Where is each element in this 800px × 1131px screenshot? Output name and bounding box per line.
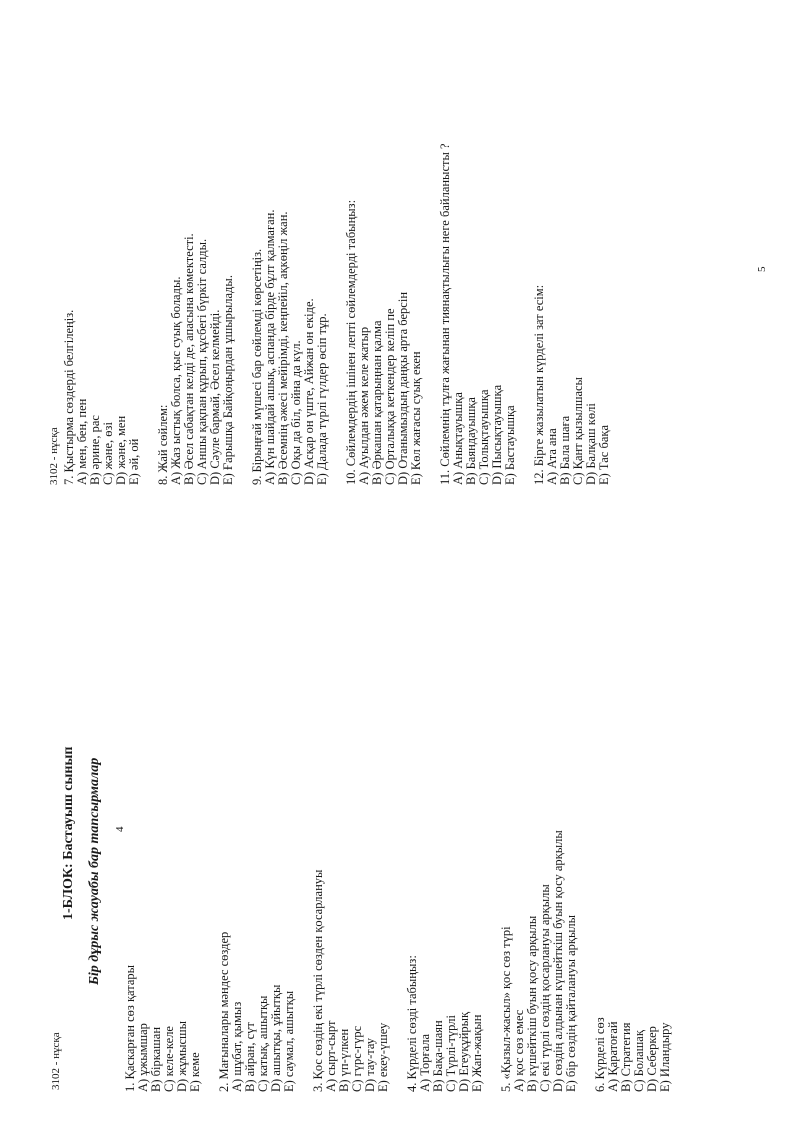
answer-option[interactable]: D) Балқаш көлі [584,403,598,485]
answer-option[interactable]: D) тау-тау [363,1037,377,1092]
answer-option[interactable]: B) Әсемнің әжесі мейірімді, кеңпейіл, ақкөңіл жан. [276,211,290,485]
answer-option[interactable]: D) Сәуле бармай, Әсел келмейді. [208,309,222,485]
question-text: 4. Күрделі сөзді табыңыз: [405,955,419,1092]
answer-option[interactable]: B) әрине, рас [88,415,102,485]
answer-option[interactable]: D) ашытқы, ұйытқы [269,984,283,1092]
answer-option[interactable]: B) Бала шаға [558,415,572,485]
answer-option[interactable]: A) Күн шайдай ашық, аспанда бірде бұлт қалмаған. [263,209,277,485]
answer-option[interactable]: E) екеу-үшеу [376,1022,390,1092]
question-text: 1. Қаскарған сөз қатары [123,964,137,1092]
right-page-header [48,427,61,485]
page-number-text: 5 [756,266,768,272]
answer-option[interactable]: D) Отанымыздың даңқы арта берсін [396,291,410,485]
answer-option[interactable]: D) Себеркер [645,1026,659,1092]
question-12 [533,143,611,485]
answer-option[interactable]: B) айран, сүт [243,1022,257,1092]
answer-option[interactable]: C) гүрс-гүрс [350,1025,364,1092]
question-1 [124,830,202,1092]
left-page-number [114,827,127,833]
answer-option[interactable]: E) саумал, ашытқы [282,990,296,1092]
variant-label: 3102 - нұсқа [50,1032,62,1090]
answer-option[interactable]: E) Бастауышқа [503,405,517,485]
answer-option[interactable]: B) Стратегия [619,1022,633,1092]
question-text: 6. Күрделі сөз [593,1017,607,1092]
question-text: 5. «Қызыл-жасыл» қос сөз түрі [499,926,513,1092]
question-5 [500,830,578,1092]
answer-option[interactable]: D) Пысықтауышқа [490,384,504,485]
answer-option[interactable]: C) Толықтауышқа [477,389,491,485]
answer-option[interactable]: B) Әсел сабақтан келді де, апасына көмектесті. [182,233,196,485]
block-title-text: 1-БЛОК: Бастауыш сынып [61,746,76,920]
answer-option[interactable]: A) Жаз ыстық болса, қыс суық болады. [169,276,183,485]
answer-option[interactable]: C) келе-келе [162,1026,176,1092]
question-9 [251,143,329,485]
answer-option[interactable]: B) Баяндауышқа [464,397,478,485]
answer-option[interactable]: E) Жап-жақын [470,1014,484,1092]
answer-option[interactable]: E) Далада түрлі гүлдер өсіп тұр. [315,313,329,485]
answer-option[interactable]: E) Көл жағасы суық екен [409,351,423,485]
answer-option[interactable]: E) Ғарышқа Байқоңырдан ұшырылады. [221,275,235,485]
question-7 [63,143,141,485]
answer-option[interactable]: A) қос сөз емес [512,1009,526,1092]
answer-option[interactable]: A) сырт-сырт [324,1020,338,1092]
question-3 [312,830,390,1092]
variant-label: 3102 - нұсқа [48,427,60,485]
block-title [62,747,75,920]
answer-option[interactable]: E) кеме [188,1052,202,1092]
answer-option[interactable]: C) Болашақ [632,1030,646,1092]
block-subtitle [88,758,101,985]
question-text: 8. Жай сөйлем: [156,404,170,485]
answer-option[interactable]: A) Торғала [418,1033,432,1092]
answer-option[interactable]: A) Ата ана [545,428,559,485]
question-text: 11. Сөйлемнің тұлға жағынан тиянақтылығы неге байланысты ? [438,143,452,485]
answer-option[interactable]: C) екі түрлі сөздің қосарлануы арқылы [538,884,552,1092]
left-page-questions [124,830,672,1092]
answer-option[interactable]: D) және, мен [114,415,128,485]
right-page-number [756,267,769,273]
answer-option[interactable]: A) шұбат, қымыз [230,1001,244,1092]
answer-option[interactable]: D) Егеуқұйрық [457,1011,471,1092]
answer-option[interactable]: E) Тас бақа [597,425,611,485]
question-text: 2. Мағыналары мәндес сөздер [217,931,231,1092]
question-2 [218,830,296,1092]
answer-option[interactable]: B) Әркашан қатарыңнан қалма [370,320,384,485]
question-text: 3. Қос сөздің екі түрлі сөзден қосарлануы [311,869,325,1092]
answer-option[interactable]: C) және, өзі [101,422,115,485]
left-page-header [50,1032,63,1090]
right-page-questions [63,143,611,485]
answer-option[interactable]: B) үп-үлкен [337,1028,351,1092]
answer-option[interactable]: A) мен, бен, пен [75,398,89,485]
answer-option[interactable]: E) бір сөздің қайталануы арқылы [564,914,578,1092]
answer-option[interactable]: E) Иландыру [658,1022,672,1092]
answer-option[interactable]: A) Қаратоғай [606,1021,620,1092]
answer-option[interactable]: C) Түрлі-түрлі [444,1015,458,1092]
answer-option[interactable]: A) ұжымшар [136,1023,150,1092]
question-text: 12. Бірге жазылатын күрделі зат есім: [532,284,546,485]
answer-option[interactable]: B) Бақа-шаян [431,1020,445,1092]
question-text: 7. Қыстырма сөздерді белгілеңіз. [62,309,76,485]
question-8 [157,143,235,485]
answer-option[interactable]: C) Қант қызылшасы [571,377,585,485]
answer-option[interactable]: C) катық, ашытқы [256,995,270,1092]
question-6 [594,830,672,1092]
answer-option[interactable]: C) Орталыққа кеткендер келіп пе [383,308,397,485]
answer-option[interactable]: D) Асқар он үште, Айжан он екіде. [302,298,316,485]
answer-option[interactable]: A) Анықтауышқа [451,392,465,485]
question-text: 9. Бірыңғай мүшесі бар сөйлемді көрсетіңіз. [250,248,264,485]
page-number-text: 4 [114,826,126,832]
answer-option[interactable]: D) жұмысшы [175,1020,189,1092]
question-4 [406,830,484,1092]
answer-option[interactable]: B) күшейткіш буын қосу арқылы [525,915,539,1092]
block-subtitle-text: Бір дұрыс жауабы бар тапсырмалар [87,757,102,985]
answer-option[interactable]: E) әй, ой [127,438,141,485]
answer-option[interactable]: C) Аншы қақпан құрып, құсбегі бүркіт салды. [195,238,209,485]
answer-option[interactable]: D) сөздің алдынан күшейткіш буын қосу арқылы [551,830,565,1092]
answer-option[interactable]: B) біркашан [149,1026,163,1092]
question-10 [345,143,423,485]
question-11 [439,143,517,485]
answer-option[interactable]: C) Оқы да біл, ойна да күл. [289,340,303,485]
question-text: 10. Сөйлемдердің ішінен лепті сөйлемдерді табыңыз: [344,199,358,485]
answer-option[interactable]: A) Ауылдан әжем келе жатыр [357,326,371,485]
